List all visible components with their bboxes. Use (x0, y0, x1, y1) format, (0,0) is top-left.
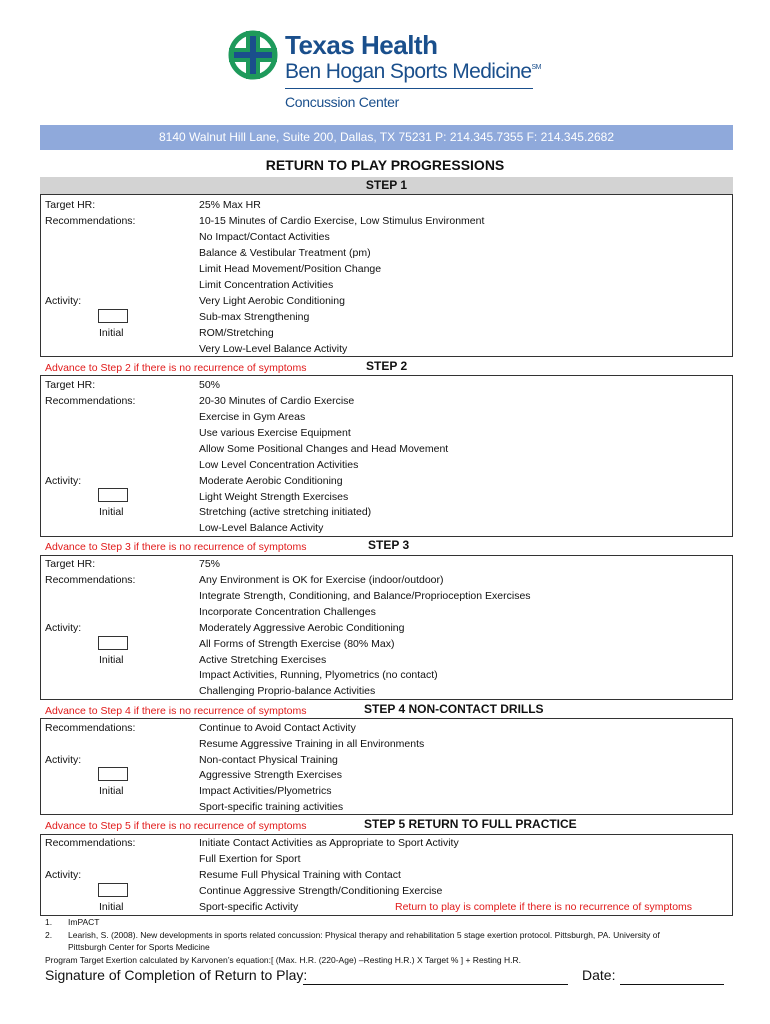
step3-act: Challenging Proprio-balance Activities (199, 685, 376, 697)
step4-box (40, 718, 733, 815)
step4-act: Impact Activities/Plyometrics (199, 785, 332, 797)
activity-label: Activity: (45, 869, 82, 881)
step3-rec: Integrate Strength, Conditioning, and Balance/Proprioception Exercises (199, 590, 531, 602)
reference-2: Learish, S. (2008). New developments in sports related concussion: Physical therapy and rehabilitation 5 stage exertion protocol. Pittsburgh, PA. University of (68, 930, 660, 940)
step3-act: Moderately Aggressive Aerobic Conditioning (199, 622, 405, 634)
initial-label: Initial (99, 785, 124, 797)
step1-rec: No Impact/Contact Activities (199, 231, 330, 243)
step5-act: Continue Aggressive Strength/Conditioning Exercise (199, 885, 443, 897)
recommendations-label: Recommendations: (45, 215, 136, 227)
address-bar: 8140 Walnut Hill Lane, Suite 200, Dallas, TX 75231 P: 214.345.7355 F: 214.345.2682 (40, 125, 733, 150)
step5-rec: Initiate Contact Activities as Appropriate to Sport Activity (199, 837, 459, 849)
reference-1: ImPACT (68, 917, 100, 927)
texas-health-cross-icon (228, 28, 278, 82)
step3-target-hr: 75% (199, 558, 221, 570)
recommendations-label: Recommendations: (45, 395, 136, 407)
step4-act: Non-contact Physical Training (199, 754, 338, 766)
step2-act: Low-Level Balance Activity (199, 522, 324, 534)
step2-target-hr: 50% (199, 379, 221, 391)
step1-header: STEP 1 (40, 177, 733, 194)
advance-step5: Advance to Step 5 if there is no recurrence of symptoms (45, 820, 307, 832)
recommendations-label: Recommendations: (45, 837, 136, 849)
activity-label: Activity: (45, 475, 82, 487)
step1-act: Sub-max Strengthening (199, 311, 310, 323)
step1-rec: Limit Head Movement/Position Change (199, 263, 382, 275)
step5-header: STEP 5 RETURN TO FULL PRACTICE (364, 817, 577, 831)
advance-step4: Advance to Step 4 if there is no recurrence of symptoms (45, 705, 307, 717)
step3-initial-checkbox[interactable] (98, 636, 128, 650)
step1-target-hr: 25% Max HR (199, 199, 261, 211)
step3-rec: Incorporate Concentration Challenges (199, 606, 376, 618)
activity-label: Activity: (45, 622, 82, 634)
step1-rec: Balance & Vestibular Treatment (pm) (199, 247, 371, 259)
step1-act: Very Low-Level Balance Activity (199, 343, 348, 355)
reference-number: 1. (45, 917, 53, 927)
date-label: Date: (582, 967, 616, 983)
step4-rec: Resume Aggressive Training in all Environments (199, 738, 425, 750)
signature-line[interactable] (303, 984, 568, 985)
step4-header: STEP 4 NON-CONTACT DRILLS (364, 702, 544, 716)
page-title: RETURN TO PLAY PROGRESSIONS (265, 157, 505, 173)
step3-act: Impact Activities, Running, Plyometrics (no contact) (199, 669, 438, 681)
karvonen-note: Program Target Exertion calculated by Karvonen’s equation:[ (Max. H.R. (220-Age) –Resting H.R.) X Target % ] + Resting H.R. (45, 955, 521, 965)
center-name: Concussion Center (285, 94, 399, 110)
org-name-line1: Texas Health (285, 30, 438, 60)
initial-label: Initial (99, 327, 124, 339)
step4-rec: Continue to Avoid Contact Activity (199, 722, 356, 734)
step4-act: Aggressive Strength Exercises (199, 769, 342, 781)
initial-label: Initial (99, 654, 124, 666)
activity-label: Activity: (45, 754, 82, 766)
date-line[interactable] (620, 984, 724, 985)
step1-act: Very Light Aerobic Conditioning (199, 295, 345, 307)
recommendations-label: Recommendations: (45, 722, 136, 734)
return-complete-note: Return to play is complete if there is no recurrence of symptoms (395, 901, 693, 913)
reference-2-cont: Pittsburgh Center for Sports Medicine (68, 942, 210, 952)
signature-label: Signature of Completion of Return to Play: (45, 967, 308, 983)
step1-act: ROM/Stretching (199, 327, 274, 339)
step2-rec: Exercise in Gym Areas (199, 411, 306, 423)
step3-act: Active Stretching Exercises (199, 654, 327, 666)
step5-rec: Full Exertion for Sport (199, 853, 301, 865)
step2-rec: Low Level Concentration Activities (199, 459, 359, 471)
target-hr-label: Target HR: (45, 379, 96, 391)
step1-rec: 10-15 Minutes of Cardio Exercise, Low Stimulus Environment (199, 215, 485, 227)
step2-rec: Use various Exercise Equipment (199, 427, 351, 439)
reference-number: 2. (45, 930, 53, 940)
step2-act: Stretching (active stretching initiated) (199, 506, 372, 518)
step3-header: STEP 3 (368, 538, 410, 552)
initial-label: Initial (99, 506, 124, 518)
step3-rec: Any Environment is OK for Exercise (indoor/outdoor) (199, 574, 444, 586)
step5-act: Sport-specific Activity (199, 901, 299, 913)
step2-act: Light Weight Strength Exercises (199, 491, 349, 503)
step2-initial-checkbox[interactable] (98, 488, 128, 502)
advance-step3: Advance to Step 3 if there is no recurrence of symptoms (45, 541, 307, 553)
step1-rec: Limit Concentration Activities (199, 279, 334, 291)
step5-act: Resume Full Physical Training with Contact (199, 869, 401, 881)
recommendations-label: Recommendations: (45, 574, 136, 586)
step1-initial-checkbox[interactable] (98, 309, 128, 323)
step2-header: STEP 2 (366, 359, 408, 373)
activity-label: Activity: (45, 295, 82, 307)
advance-step2: Advance to Step 2 if there is no recurrence of symptoms (45, 362, 307, 374)
step4-act: Sport-specific training activities (199, 801, 344, 813)
logo-divider (285, 88, 533, 89)
step2-box (40, 375, 733, 537)
step4-initial-checkbox[interactable] (98, 767, 128, 781)
step2-rec: 20-30 Minutes of Cardio Exercise (199, 395, 355, 407)
target-hr-label: Target HR: (45, 199, 96, 211)
initial-label: Initial (99, 901, 124, 913)
target-hr-label: Target HR: (45, 558, 96, 570)
step2-rec: Allow Some Positional Changes and Head Movement (199, 443, 449, 455)
logo (228, 28, 548, 118)
step5-initial-checkbox[interactable] (98, 883, 128, 897)
step2-act: Moderate Aerobic Conditioning (199, 475, 343, 487)
org-name-line2: Ben Hogan Sports Medicine℠ (285, 60, 541, 83)
step3-act: All Forms of Strength Exercise (80% Max) (199, 638, 395, 650)
